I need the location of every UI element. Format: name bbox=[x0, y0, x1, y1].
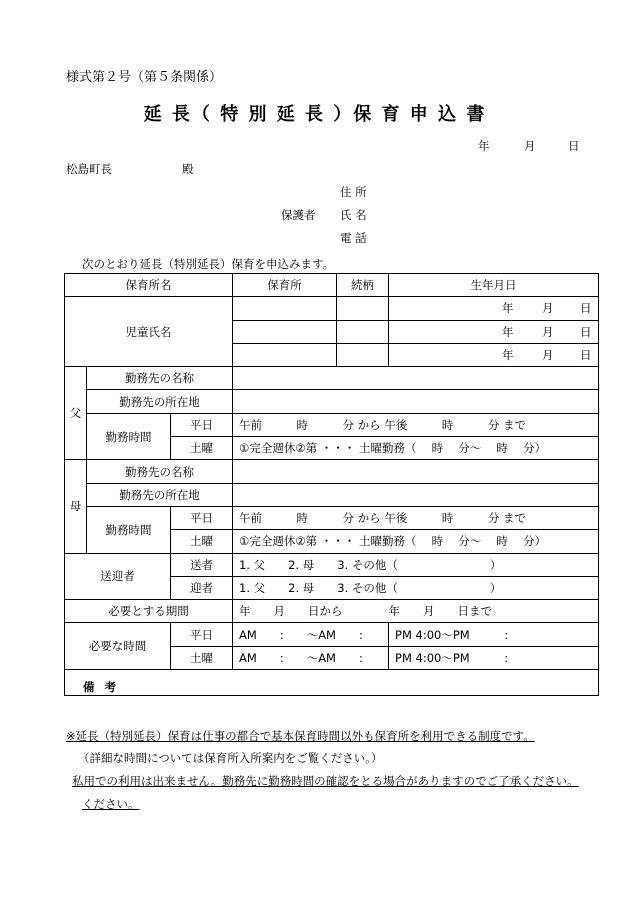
application-table bbox=[64, 273, 599, 696]
weekday-pm-range[interactable]: PM 4:00～PM : bbox=[389, 623, 599, 646]
child-relation-field[interactable] bbox=[337, 343, 389, 366]
mother-weekday-time[interactable]: 午前 時 分 から 午後 時 分 まで bbox=[233, 506, 599, 529]
col-relation: 続柄 bbox=[337, 274, 389, 297]
note-line-2: （詳細な時間については保育所入所案内をご覧ください。） bbox=[78, 751, 383, 765]
address-label: 住 所 bbox=[340, 185, 367, 199]
note-line-4: ください。 bbox=[82, 797, 140, 811]
form-title: 延 長（ 特 別 延 長 ）保 育 申 込 書 bbox=[143, 104, 487, 125]
saturday-am-range[interactable]: AM : ～AM : bbox=[233, 646, 389, 669]
mother-work-address-field[interactable] bbox=[233, 483, 599, 506]
child-birth-field[interactable]: 年 月 日 bbox=[389, 297, 599, 320]
father-weekday-label: 平日 bbox=[171, 413, 233, 436]
mother-work-address-label: 勤務先の所在地 bbox=[87, 483, 233, 506]
name-label: 氏 名 bbox=[340, 208, 367, 222]
send-label: 送者 bbox=[171, 553, 233, 576]
col-birthdate: 生年月日 bbox=[389, 274, 599, 297]
child-relation-field[interactable] bbox=[337, 297, 389, 320]
weekday-am-range[interactable]: AM : ～AM : bbox=[233, 623, 389, 646]
mother-label: 母 bbox=[65, 460, 87, 553]
guardian-label: 保護者 bbox=[281, 208, 316, 222]
col-nursery: 保育所 bbox=[233, 274, 337, 297]
receive-label: 迎者 bbox=[171, 576, 233, 599]
required-weekday-label: 平日 bbox=[171, 623, 233, 646]
child-name-field[interactable] bbox=[233, 343, 337, 366]
intro-text: 次のとおり延長（特別延長）保育を申込みます。 bbox=[82, 257, 335, 271]
date-year: 年 bbox=[478, 139, 490, 153]
father-saturday-label: 土曜 bbox=[171, 437, 233, 460]
child-name-field[interactable] bbox=[233, 297, 337, 320]
remarks-field[interactable] bbox=[65, 670, 599, 696]
mother-saturday-time[interactable]: ①完全週休②第 ・・・ 土曜勤務（ 時 分～ 時 分） bbox=[233, 530, 599, 553]
father-work-address-field[interactable] bbox=[233, 390, 599, 413]
date-day: 日 bbox=[568, 139, 580, 153]
mother-weekday-label: 平日 bbox=[171, 506, 233, 529]
phone-label: 電 話 bbox=[340, 231, 367, 245]
child-name-field[interactable] bbox=[233, 320, 337, 343]
note-line-1: ※延長（特別延長）保育は仕事の都合で基本保育時間以外も保育所を利用できる制度です。 bbox=[66, 729, 535, 743]
period-label: 必要とする期間 bbox=[65, 600, 233, 623]
addressee: 松島町長 bbox=[66, 162, 112, 176]
mother-work-name-field[interactable] bbox=[233, 460, 599, 483]
child-birth-field[interactable]: 年 月 日 bbox=[389, 320, 599, 343]
father-label: 父 bbox=[65, 367, 87, 460]
father-work-name-field[interactable] bbox=[233, 367, 599, 390]
receive-options[interactable]: 1. 父 2. 母 3. その他（ ） bbox=[233, 576, 599, 599]
form-number: 様式第２号（第５条関係） bbox=[66, 70, 223, 85]
honorific: 殿 bbox=[182, 162, 194, 176]
child-relation-field[interactable] bbox=[337, 320, 389, 343]
remarks-label: 備考 bbox=[83, 680, 126, 695]
father-work-hours-label: 勤務時間 bbox=[87, 413, 171, 460]
mother-work-name-label: 勤務先の名称 bbox=[87, 460, 233, 483]
father-saturday-time[interactable]: ①完全週休②第 ・・・ 土曜勤務（ 時 分～ 時 分） bbox=[233, 437, 599, 460]
required-saturday-label: 土曜 bbox=[171, 646, 233, 669]
note-line-3: 私用での利用は出来ません。勤務先に勤務時間の確認をとる場合がありますのでご了承ください。 bbox=[72, 774, 579, 788]
father-work-name-label: 勤務先の名称 bbox=[87, 367, 233, 390]
period-field[interactable]: 年 月 日から 年 月 日まで bbox=[233, 600, 599, 623]
father-work-address-label: 勤務先の所在地 bbox=[87, 390, 233, 413]
mother-work-hours-label: 勤務時間 bbox=[87, 506, 171, 553]
child-name-label: 児童氏名 bbox=[65, 297, 233, 367]
date-month: 月 bbox=[524, 139, 536, 153]
child-birth-field[interactable]: 年 月 日 bbox=[389, 343, 599, 366]
col-nursery-name: 保育所名 bbox=[65, 274, 233, 297]
pickup-label: 送迎者 bbox=[65, 553, 171, 600]
send-options[interactable]: 1. 父 2. 母 3. その他（ ） bbox=[233, 553, 599, 576]
mother-saturday-label: 土曜 bbox=[171, 530, 233, 553]
father-weekday-time[interactable]: 午前 時 分 から 午後 時 分 まで bbox=[233, 413, 599, 436]
saturday-pm-range[interactable]: PM 4:00～PM : bbox=[389, 646, 599, 669]
required-time-label: 必要な時間 bbox=[65, 623, 171, 670]
